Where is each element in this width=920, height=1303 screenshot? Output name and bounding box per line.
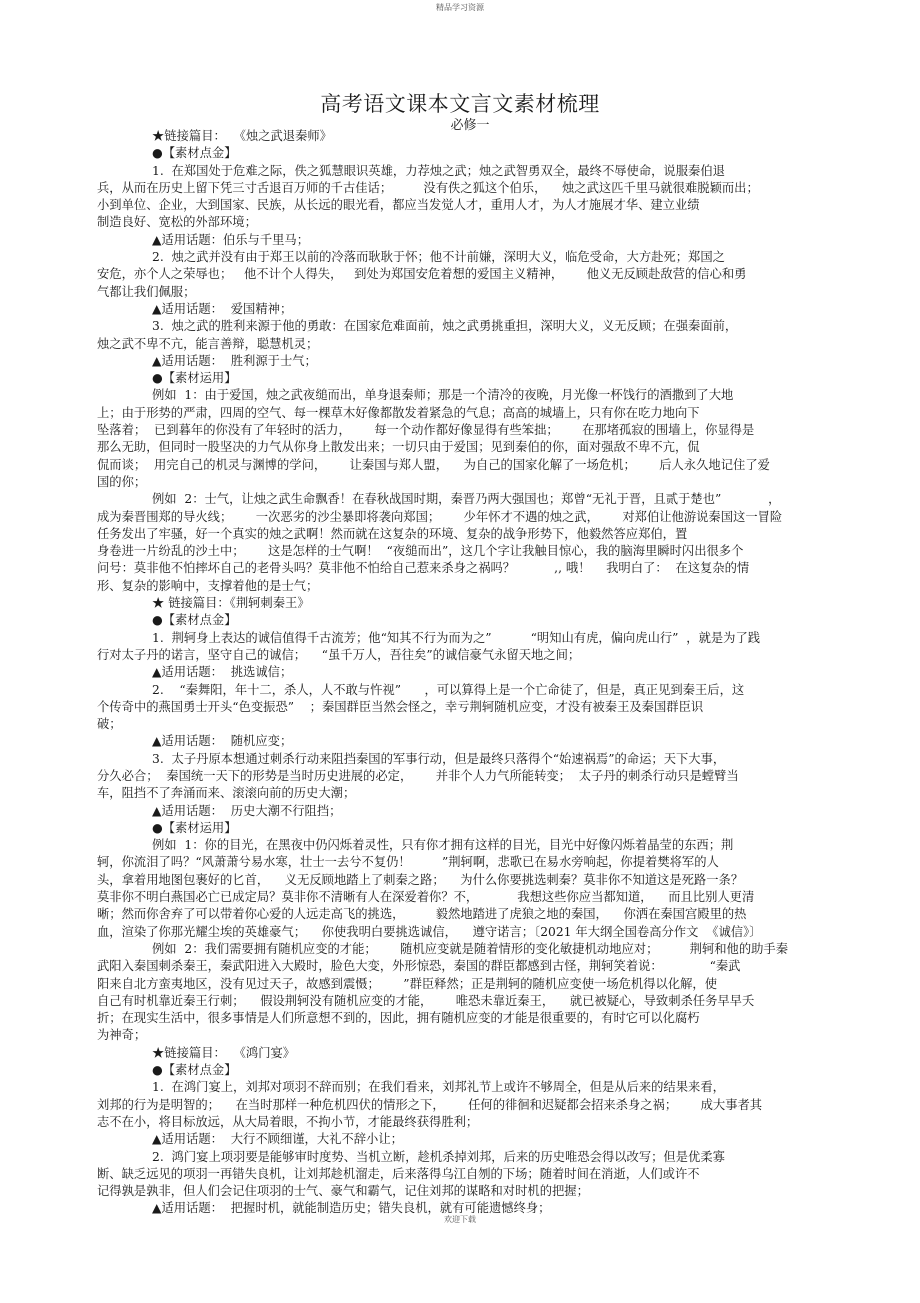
text-line: 刘邦的行为是明智的； 在当时那样一种危机四伏的情形之下， 任何的徘徊和迟疑都会招来杀身之祸； 成大事者其 xyxy=(97,1097,763,1112)
page-header: 精品学习资源 xyxy=(436,3,484,12)
paragraph xyxy=(97,249,817,301)
text-line: 武阳入秦国刺杀秦王，秦武阳进入大殿时，脸色大变，外形惊恐，秦国的群臣都感到古怪，荆轲笑着说： “秦武 xyxy=(97,959,741,974)
text-line: ▲适用话题：伯乐与千里马； xyxy=(152,232,310,247)
text-line: 安危，亦个人之荣辱也； 他不计个人得失， 到处为郑国安危着想的爱国主义精神， 他义无反顾赴敌营的信心和勇 xyxy=(97,267,747,282)
text-line: ▲适用话题： 挑选诚信； xyxy=(152,665,293,680)
text-line: 例如 2：士气，让烛之武生命飘香！在春秋战国时期，秦晋乃两大强国也；郑曾“无礼于晋，且贰于楚也” ， xyxy=(152,492,781,507)
text-line: 1. 在郑国处于危难之际，佚之狐慧眼识英雄，力荐烛之武；烛之武智勇双全，最终不辱使命，说服秦伯退 xyxy=(152,163,725,178)
text-line: ▲适用话题： 历史大潮不行阻挡； xyxy=(152,803,342,818)
text-line: ★链接篇目： 《烛之武退秦师》 xyxy=(152,129,332,143)
text-line: 任务发出了牢骚，好一个真实的烛之武啊！然而就在这复杂的环境、复杂的战争形势下，他毅然答应郑伯，置 xyxy=(97,526,688,541)
paragraph xyxy=(97,1079,817,1131)
linked-article-heading xyxy=(97,128,817,145)
text-line: 破； xyxy=(97,717,122,732)
text-line: 莫非你不明白燕国必亡已成定局？莫非你不清晰有人在深爱着你？不， 我想这些你应当都知道， 而且比别人更清 xyxy=(97,890,755,905)
text-line: 小到单位、企业，大到国家、民族，从长远的眼光看，都应当发觉人才，重用人才，为人才施展才华、建立业绩 xyxy=(97,198,700,213)
text-line: ▲适用话题： 把握时机，就能制造历史；错失良机，就有可能遗憾终身； xyxy=(152,1201,551,1216)
text-line: 烛之武不卑不亢，能言善辩，聪慧机灵； xyxy=(97,336,319,351)
text-line: 志不在小，将目标放远，从大局着眼，不拘小节，才能最终获得胜利； xyxy=(97,1114,479,1129)
text-line: 轲，你流泪了吗？“风萧萧兮易水寒，壮士一去兮不复仍！ ”荆轲啊，悲歌已在易水旁响起，你提着樊将军的人 xyxy=(97,855,719,870)
text-line: 2. 鸿门宴上项羽要是能够审时度势、当机立断，趁机杀掉刘邦，后来的历史唯恐会得以改写；但是优柔寡 xyxy=(152,1149,725,1164)
text-line: 气都让我们佩服； xyxy=(97,284,196,299)
text-line: ●【素材点金】 xyxy=(152,146,237,161)
text-line: 为神奇； xyxy=(97,1028,147,1043)
text-line: 例如 1：由于爱国，烛之武夜缒而出，单身退秦师；那是一个清冷的夜晚，月光像一杯饯行的酒撒到了大地 xyxy=(152,388,734,403)
text-line: 坠落着； 已到暮年的你没有了年轻时的活力， 每一个动作都好像显得有些笨拙； 在那堵孤寂的围墙上，你显得是 xyxy=(97,423,755,438)
applicable-topic xyxy=(97,733,817,750)
text-line: 上；由于形势的严肃，四周的空气、每一棵草木好像都散发着紧急的气息；高高的城墙上，只有你在吃力地向下 xyxy=(97,405,700,420)
section-heading xyxy=(97,370,817,387)
text-line: 例如 2：我们需要拥有随机应变的才能； 随机应变就是随着情形的变化敏捷机动地应对； 荆轲和他的助手秦 xyxy=(152,941,789,956)
text-line: ▲适用话题： 胜利源于士气； xyxy=(152,353,317,368)
text-line: ●【素材运用】 xyxy=(152,371,237,386)
text-line: 成为秦晋围郑的导火线； 一次恶劣的沙尘暴即将袭向郑国； 少年怀才不遇的烛之武， 对郑伯让他游说秦国这一冒险 xyxy=(97,509,783,524)
text-line: ▲适用话题： 爱国精神； xyxy=(152,301,293,316)
paragraph xyxy=(97,387,817,491)
paragraph xyxy=(97,1149,817,1201)
paragraph xyxy=(97,318,817,353)
paragraph xyxy=(97,163,817,232)
text-line: ★链接篇目： 《鸿门宴》 xyxy=(152,1045,296,1060)
paragraph xyxy=(97,837,817,941)
text-line: 1. 在鸿门宴上，刘邦对项羽不辞而别；在我们看来，刘邦礼节上或许不够周全，但是从后来的结果来看， xyxy=(152,1080,725,1095)
section-heading xyxy=(97,820,817,837)
text-line: 分久必合； 秦国统一天下的形势是当时历史进展的必定， 并非个人力气所能转变； 太子丹的刺杀行动只是螳臂当 xyxy=(97,768,739,783)
text-line: 头，拿着用地图包裹好的匕首， 义无反顾地踏上了刺秦之路； 为什么你要挑选刺秦？莫非你不知道这是死路一条？ xyxy=(97,872,744,887)
applicable-topic xyxy=(97,803,817,820)
applicable-topic xyxy=(97,664,817,681)
text-line: 车，阻挡不了奔涌而来、滚滚向前的历史大潮； xyxy=(97,786,356,801)
text-line: 2. “秦舞阳，年十二，杀人，人不敢与忤视” ，可以算得上是一个亡命徒了，但是，真正见到秦王后，这 xyxy=(152,682,745,697)
section-heading xyxy=(97,145,817,162)
paragraph xyxy=(97,630,817,665)
text-line: 国的你； xyxy=(97,474,147,489)
paragraph xyxy=(97,682,817,734)
applicable-topic xyxy=(97,301,817,318)
text-line: 行对太子丹的诺言，坚守自己的诚信； “虽千万人，吾往矣”的诚信豪气永留天地之间； xyxy=(97,647,581,662)
text-line: 阳来自北方蛮夷地区，没有见过天子，故感到震慑； ”群臣释然；正是荆轲的随机应变使一场危机得以化解，使 xyxy=(97,976,717,991)
text-line: 1. 荆轲身上表达的诚信值得千古流芳；他“知其不行为而为之” “明知山有虎，偏向虎山行” ，就是为了践 xyxy=(152,630,761,645)
document-title: 高考语文课本文言文素材梳理 xyxy=(320,92,600,116)
linked-article-heading xyxy=(97,595,817,612)
section-heading xyxy=(97,612,817,629)
text-line: 形、复杂的影响中，支撑着他的是士气； xyxy=(97,578,319,593)
text-line: 折；在现实生活中，很多事情是人们所意想不到的，因此，拥有随机应变的才能是很重要的，有时它可以化腐朽 xyxy=(97,1011,700,1026)
text-line: ★ 链接篇目：《荆轲刺秦王》 xyxy=(152,596,310,611)
paragraph xyxy=(97,941,817,1045)
paragraph xyxy=(97,491,817,595)
document-subtitle: 必修一 xyxy=(450,118,490,133)
text-line: 兵，从而在历史上留下凭三寸舌退百万师的千古佳话； 没有佚之狐这个伯乐， 烛之武这匹千里马就很难脱颖而出； xyxy=(97,180,759,195)
text-line: 制造良好、宽松的外部环境； xyxy=(97,215,257,230)
linked-article-heading xyxy=(97,1045,817,1062)
text-line: 那么无助，但同时一股坚决的力气从你身上散发出来；一切只由于爱国；见到秦伯的你，面对强敌不卑不亢，侃 xyxy=(97,440,700,455)
applicable-topic xyxy=(97,1131,817,1148)
text-line: 身卷进一片纷乱的沙土中； 这是怎样的士气啊！ “夜缒而出”，这几个字让我触目惊心，我的脑海里瞬时闪出很多个 xyxy=(97,544,744,559)
text-line: 3. 太子丹原本想通过刺杀行动来阻挡秦国的军事行动，但是最终只落得个“始速祸焉”的命运；天下大事， xyxy=(152,751,726,766)
text-line: 例如 1：你的目光，在黑夜中仍闪烁着灵性，只有你才拥有这样的目光，目光中好像闪烁着晶莹的东西；荆 xyxy=(152,838,734,853)
text-line: 2. 烛之武并没有由于郑王以前的冷落而耿耿于怀；他不计前嫌，深明大义，临危受命，大方赴死；郑国之 xyxy=(152,250,725,265)
section-heading xyxy=(97,1062,817,1079)
applicable-topic xyxy=(97,353,817,370)
page-footer: 欢迎下载 xyxy=(444,1215,476,1224)
text-line: ●【素材点金】 xyxy=(152,613,237,628)
text-line: ●【素材运用】 xyxy=(152,820,237,835)
paragraph xyxy=(97,751,817,803)
text-line: 侃而谈； 用完自己的机灵与渊博的学问， 让秦国与郑人盟， 为自己的国家化解了一场危机； 后人永久地记住了爱 xyxy=(97,457,770,472)
text-line: 个传奇中的燕国勇士开头“色变振恐” ；秦国群臣当然会怪之，幸亏荆轲随机应变，才没有被秦王及秦国群臣识 xyxy=(97,699,704,714)
text-line: ▲适用话题： 大行不顾细谨，大礼不辞小让； xyxy=(152,1132,403,1147)
text-line: 记得孰是孰非，但人们会记住项羽的士气、豪气和霸气，记住刘邦的谋略和对时机的把握； xyxy=(97,1184,589,1199)
text-line: ●【素材点金】 xyxy=(152,1063,237,1078)
text-line: 3. 烛之武的胜利来源于他的勇敢：在国家危难面前，烛之武勇挑重担，深明大义，义无反顾；在强秦面前， xyxy=(152,319,738,334)
text-line: 血，渲染了你那光耀尘埃的英雄豪气； 你使我明白要挑选诚信， 遵守诺言；〔2021 年大纲全国卷高分作文 《诚信》〕 xyxy=(97,924,762,939)
document-body xyxy=(97,128,817,1218)
applicable-topic xyxy=(97,232,817,249)
text-line: 晰；然而你舍弃了可以带着你心爱的人远走高飞的挑选， 毅然地踏进了虎狼之地的秦国， 你洒在秦国宫殿里的热 xyxy=(97,907,747,922)
text-line: 自己有时机靠近秦王行刺； 假设荆轲没有随机应变的才能， 唯恐未靠近秦王， 就已被疑心，导致刺杀任务早早夭 xyxy=(97,993,755,1008)
text-line: 断、缺乏远见的项羽一再错失良机，让刘邦趁机溜走，后来落得乌江自刎的下场；随着时间在消逝，人们或许不 xyxy=(97,1166,700,1181)
text-line: 问号：莫非他不怕摔坏自己的老骨头吗？莫非他不怕给自己惹来杀身之祸吗？ ,, 哦！ 我明白了： 在这复杂的情 xyxy=(97,561,750,576)
text-line: ▲适用话题： 随机应变； xyxy=(152,734,293,749)
